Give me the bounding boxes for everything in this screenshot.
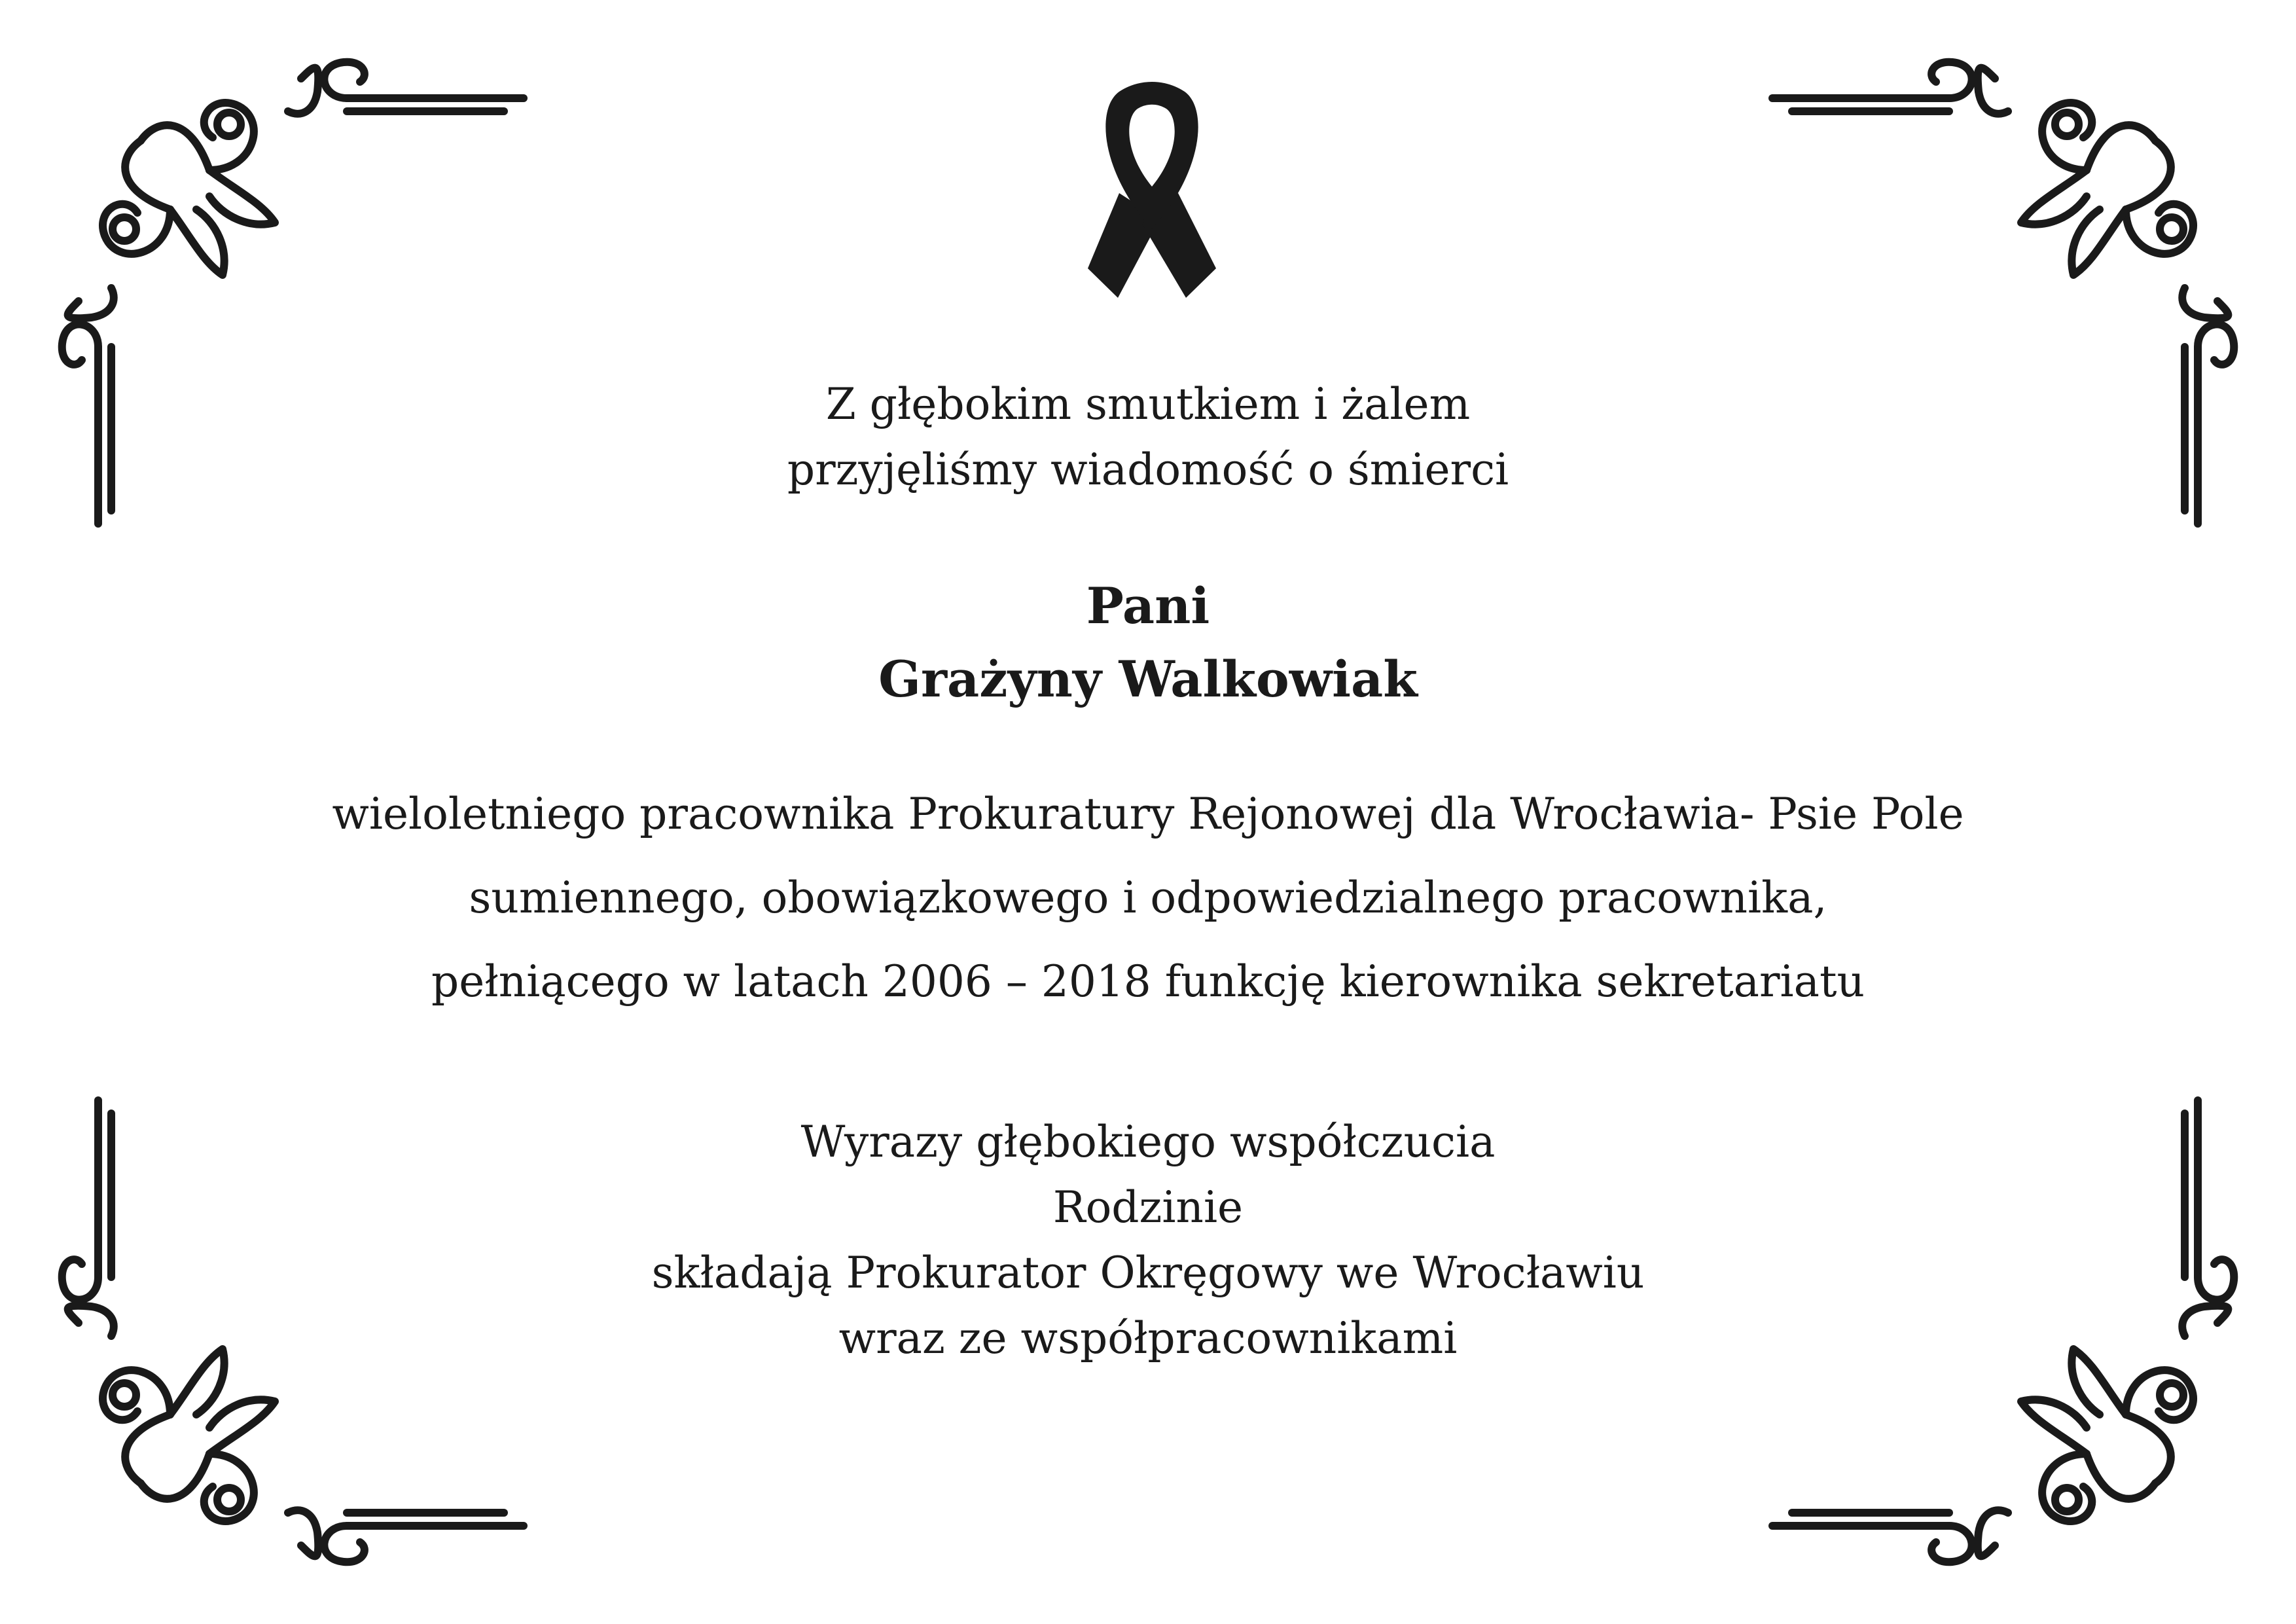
intro-line-1: Z głębokim smutkiem i żalem — [825, 379, 1471, 429]
mourning-ribbon-icon — [1080, 72, 1224, 301]
description-line-3: pełniącego w latach 2006 – 2018 funkcję kierownika sekretariatu — [431, 956, 1865, 1007]
deceased-name — [0, 569, 2296, 716]
name-full: Grażyny Walkowiak — [878, 650, 1418, 708]
description-line-2: sumiennego, obowiązkowego i odpowiedzialnego pracownika, — [469, 873, 1827, 923]
intro-text — [0, 372, 2296, 503]
condolences-text — [0, 1110, 2296, 1371]
closing-line-3: składają Prokurator Okręgowy we Wrocławiu — [651, 1248, 1645, 1298]
description-line-1: wieloletniego pracownika Prokuratury Rejonowej dla Wrocławia- Psie Pole — [332, 789, 1964, 839]
description-text — [0, 772, 2296, 1024]
name-title: Pani — [1086, 577, 1210, 635]
closing-line-4: wraz ze współpracownikami — [838, 1313, 1458, 1363]
intro-line-2: przyjęliśmy wiadomość o śmierci — [787, 444, 1509, 495]
closing-line-1: Wyrazy głębokiego współczucia — [800, 1117, 1496, 1167]
closing-line-2: Rodzinie — [1052, 1182, 1244, 1233]
